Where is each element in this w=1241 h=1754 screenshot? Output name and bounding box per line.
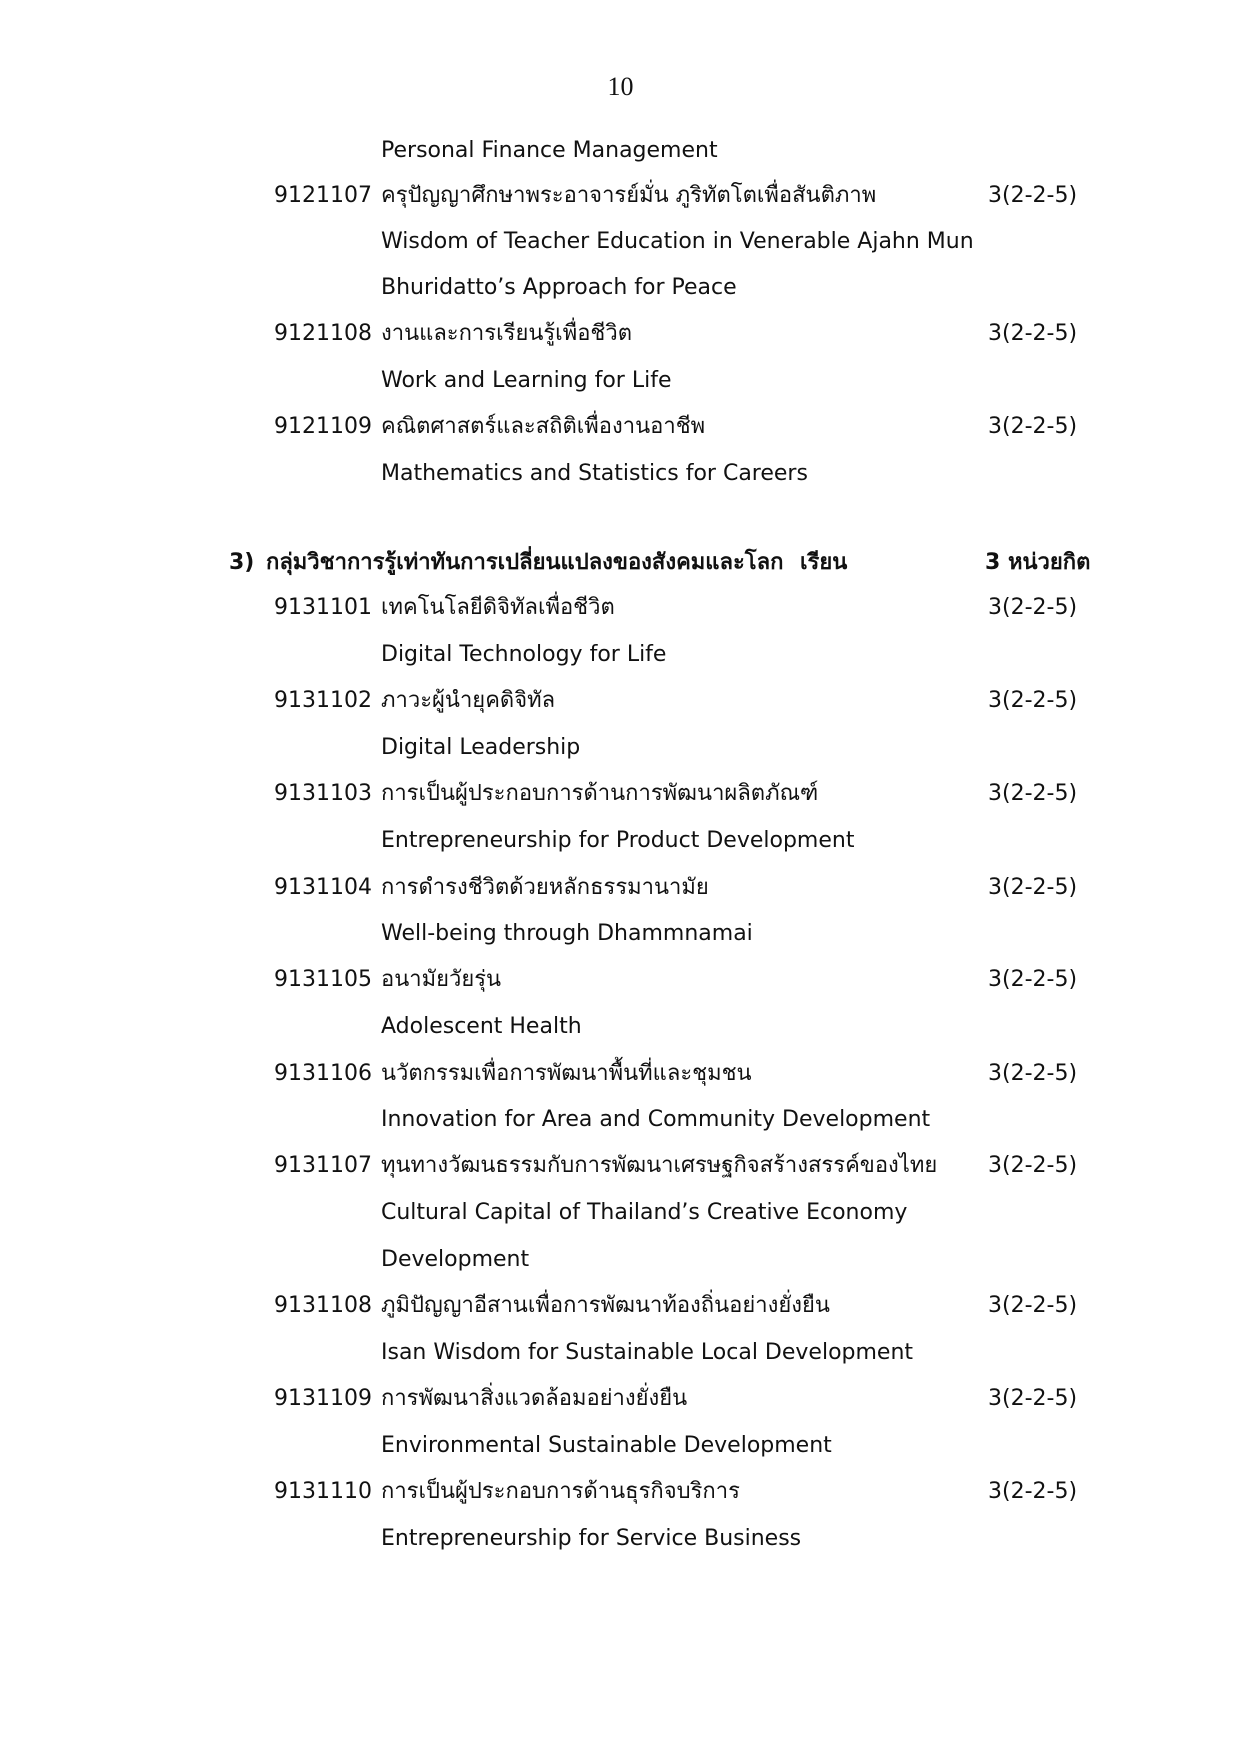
course-credit: 3(2-2-5) <box>988 781 1078 806</box>
section-study-label: เรียน <box>800 550 848 575</box>
course-thai-title: การเป็นผู้ประกอบการด้านการพัฒนาผลิตภัณฑ์ <box>381 781 819 806</box>
course-code: 9131109 <box>274 1386 372 1411</box>
course-english-title-continued: Bhuridatto’s Approach for Peace <box>381 275 737 300</box>
course-code: 9131102 <box>274 688 372 713</box>
course-credit: 3(2-2-5) <box>988 875 1078 900</box>
section-title: กลุ่มวิชาการรู้เท่าทันการเปลี่ยนแปลงของสังคมและโลก <box>266 550 784 575</box>
course-thai-title: คณิตศาสตร์และสถิติเพื่องานอาชีพ <box>381 414 706 439</box>
course-english-title: Personal Finance Management <box>381 138 718 163</box>
course-credit: 3(2-2-5) <box>988 321 1078 346</box>
course-code: 9131101 <box>274 595 372 620</box>
course-english-title: Mathematics and Statistics for Careers <box>381 461 808 486</box>
course-english-title: Digital Leadership <box>381 735 581 760</box>
course-english-title: Wisdom of Teacher Education in Venerable Ajahn Mun <box>381 229 974 254</box>
course-credit: 3(2-2-5) <box>988 1293 1078 1318</box>
course-credit: 3(2-2-5) <box>988 1479 1078 1504</box>
course-thai-title: ครุปัญญาศึกษาพระอาจารย์มั่น ภูริทัตโตเพื่อสันติภาพ <box>381 183 877 208</box>
course-code: 9131110 <box>274 1479 372 1504</box>
course-english-title: Entrepreneurship for Service Business <box>381 1526 802 1551</box>
course-code: 9131108 <box>274 1293 372 1318</box>
course-english-title: Innovation for Area and Community Development <box>381 1107 931 1132</box>
course-credit: 3(2-2-5) <box>988 1153 1078 1178</box>
course-code: 9121107 <box>274 183 372 208</box>
course-english-title: Work and Learning for Life <box>381 368 672 393</box>
course-credit: 3(2-2-5) <box>988 1386 1078 1411</box>
course-code: 9131106 <box>274 1061 372 1086</box>
course-credit: 3(2-2-5) <box>988 414 1078 439</box>
course-thai-title: ทุนทางวัฒนธรรมกับการพัฒนาเศรษฐกิจสร้างสรรค์ของไทย <box>381 1153 938 1178</box>
course-thai-title: การเป็นผู้ประกอบการด้านธุรกิจบริการ <box>381 1479 740 1504</box>
section-credits: 3 หน่วยกิต <box>985 550 1091 575</box>
section-number: 3) <box>229 550 255 575</box>
course-credit: 3(2-2-5) <box>988 688 1078 713</box>
course-english-title: Isan Wisdom for Sustainable Local Development <box>381 1340 914 1365</box>
course-credit: 3(2-2-5) <box>988 1061 1078 1086</box>
course-english-title: Well-being through Dhammnamai <box>381 921 753 946</box>
course-code: 9131107 <box>274 1153 372 1178</box>
course-english-title: Cultural Capital of Thailand’s Creative Economy <box>381 1200 908 1225</box>
page-number: 10 <box>607 72 634 101</box>
course-english-title-continued: Development <box>381 1247 530 1272</box>
course-code: 9131105 <box>274 967 372 992</box>
course-english-title: Adolescent Health <box>381 1014 582 1039</box>
course-credit: 3(2-2-5) <box>988 967 1078 992</box>
course-thai-title: ภาวะผู้นำยุคดิจิทัล <box>381 688 556 713</box>
course-thai-title: เทคโนโลยีดิจิทัลเพื่อชีวิต <box>381 595 615 620</box>
course-credit: 3(2-2-5) <box>988 595 1078 620</box>
course-english-title: Environmental Sustainable Development <box>381 1433 832 1458</box>
course-thai-title: งานและการเรียนรู้เพื่อชีวิต <box>381 321 632 346</box>
course-code: 9131103 <box>274 781 372 806</box>
course-thai-title: ภูมิปัญญาอีสานเพื่อการพัฒนาท้องถิ่นอย่างยั่งยืน <box>381 1293 830 1318</box>
course-code: 9121109 <box>274 414 372 439</box>
course-thai-title: การดำรงชีวิตด้วยหลักธรรมานามัย <box>381 875 709 900</box>
course-thai-title: อนามัยวัยรุ่น <box>381 967 502 992</box>
course-english-title: Entrepreneurship for Product Development <box>381 828 855 853</box>
course-english-title: Digital Technology for Life <box>381 642 667 667</box>
course-credit: 3(2-2-5) <box>988 183 1078 208</box>
course-thai-title: นวัตกรรมเพื่อการพัฒนาพื้นที่และชุมชน <box>381 1061 752 1086</box>
course-code: 9121108 <box>274 321 372 346</box>
course-thai-title: การพัฒนาสิ่งแวดล้อมอย่างยั่งยืน <box>381 1386 688 1411</box>
course-code: 9131104 <box>274 875 372 900</box>
